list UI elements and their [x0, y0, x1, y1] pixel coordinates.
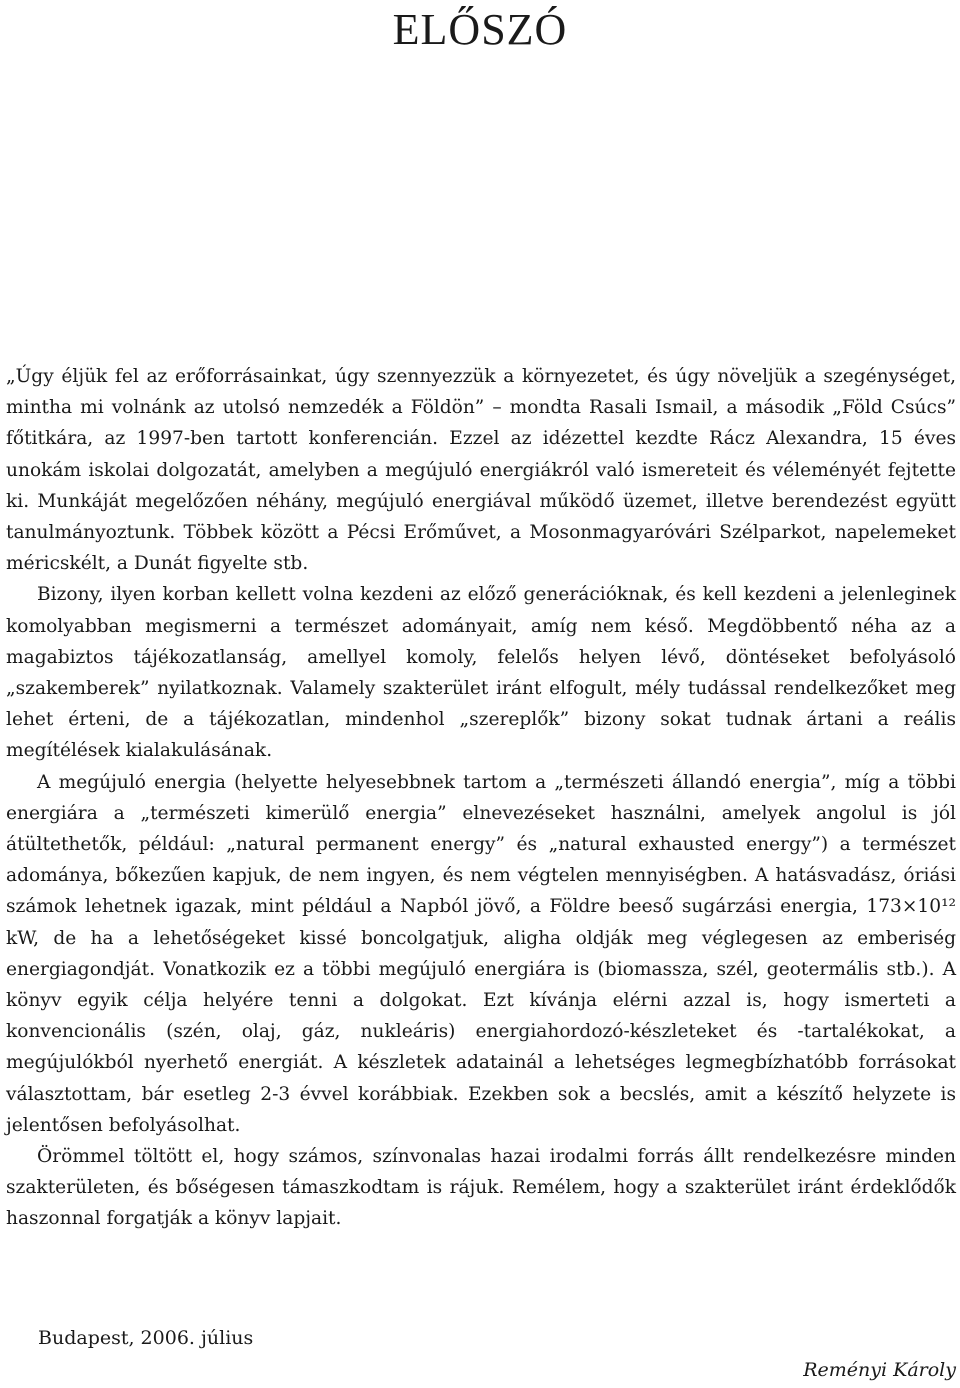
paragraph-1: „Úgy éljük fel az erőforrásainkat, úgy szennyezzük a környezetet, és úgy növeljük a szegénységet, mintha mi volnánk az utolsó nemzedék a Földön” – mondta Rasali Ismail, a második „Föld Csúcs” főtitkára, az 1997-ben tartott konferencián. Ezzel az idézettel kezdte Rácz Alexandra, 15 éves unokám iskolai dolgozatát, amelyben a megújuló energiákról való ismereteit és véleményét fejtette ki. Munkáját megelőzően néhány, megújuló energiával működő üzemet, illetve berendezést együtt tanulmányoztunk. Többek között a Pécsi Erőművet, a Mosonmagyaróvári Szélparkot, napelemeket méricskélt, a Dunát figyelte stb. — [6, 366, 956, 575]
page-title: ELŐSZÓ — [392, 5, 568, 54]
author-signature: Reményi Károly — [803, 1359, 956, 1381]
paragraph-4: Örömmel töltött el, hogy számos, színvonalas hazai irodalmi forrás állt rendelkezésre minden szakterületen, és bőségesen támaszkodtam is rájuk. Remélem, hogy a szakterület iránt érdeklődők haszonnal forgatják a könyv lapjait. — [6, 1146, 956, 1230]
paragraph-3: A megújuló energia (helyette helyesebbnek tartom a „természeti állandó energia”, míg a többi energiára a „természeti kimerülő energia” elnevezéseket használni, amelyek angolul is jól átültethetők, például: „natural permanent energy” és „natural exhausted energy”) a természet adománya, bőkezűen kapjuk, de nem ingyen, és nem végtelen mennyiségben. A hatásvadász, óriási számok lehetnek igazak, mint például a Napból jövő, a Földre beeső sugárzási energia, 173×10¹² kW, de ha a lehetőségeket kissé boncolgatjuk, aligha oldják meg véglegesen az emberiség energiagondját. Vonatkozik ez a többi megújuló energiára is (biomassza, szél, geotermális stb.). A könyv egyik célja helyére tenni a dolgokat. Ezt kívánja elérni azzal is, hogy ismerteti a konvencionális (szén, olaj, gáz, nukleáris) energiahordozó-készleteket és -tartalékokat, a megújulókból nyerhető energiát. A készletek adatainál a lehetséges legmegbízhatóbb forrásokat választottam, bár esetleg 2-3 évvel korábbiak. Ezekben sok a becslés, amit a készítő helyzete is jelentősen befolyásolhat. — [6, 771, 956, 1136]
paragraph-2: Bizony, ilyen korban kellett volna kezdeni az előző generációknak, és kell kezdeni a jelenleginek komolyabban megismerni a természet adományait, amíg nem késő. Megdöbbentő néha az a magabiztos tájékozatlanság, amellyel komoly, felelős helyen lévő, döntéseket befolyásoló „szakemberek” nyilatkoznak. Valamely szakterület iránt elfogult, mély tudással rendelkezőket meg lehet érteni, de a tájékozatlan, mindenhol „szereplők” bizony sokat tudnak ártani a reális megítélések kialakulásának. — [6, 584, 956, 762]
place-and-date: Budapest, 2006. július — [38, 1327, 254, 1349]
preface-body — [6, 361, 956, 1235]
